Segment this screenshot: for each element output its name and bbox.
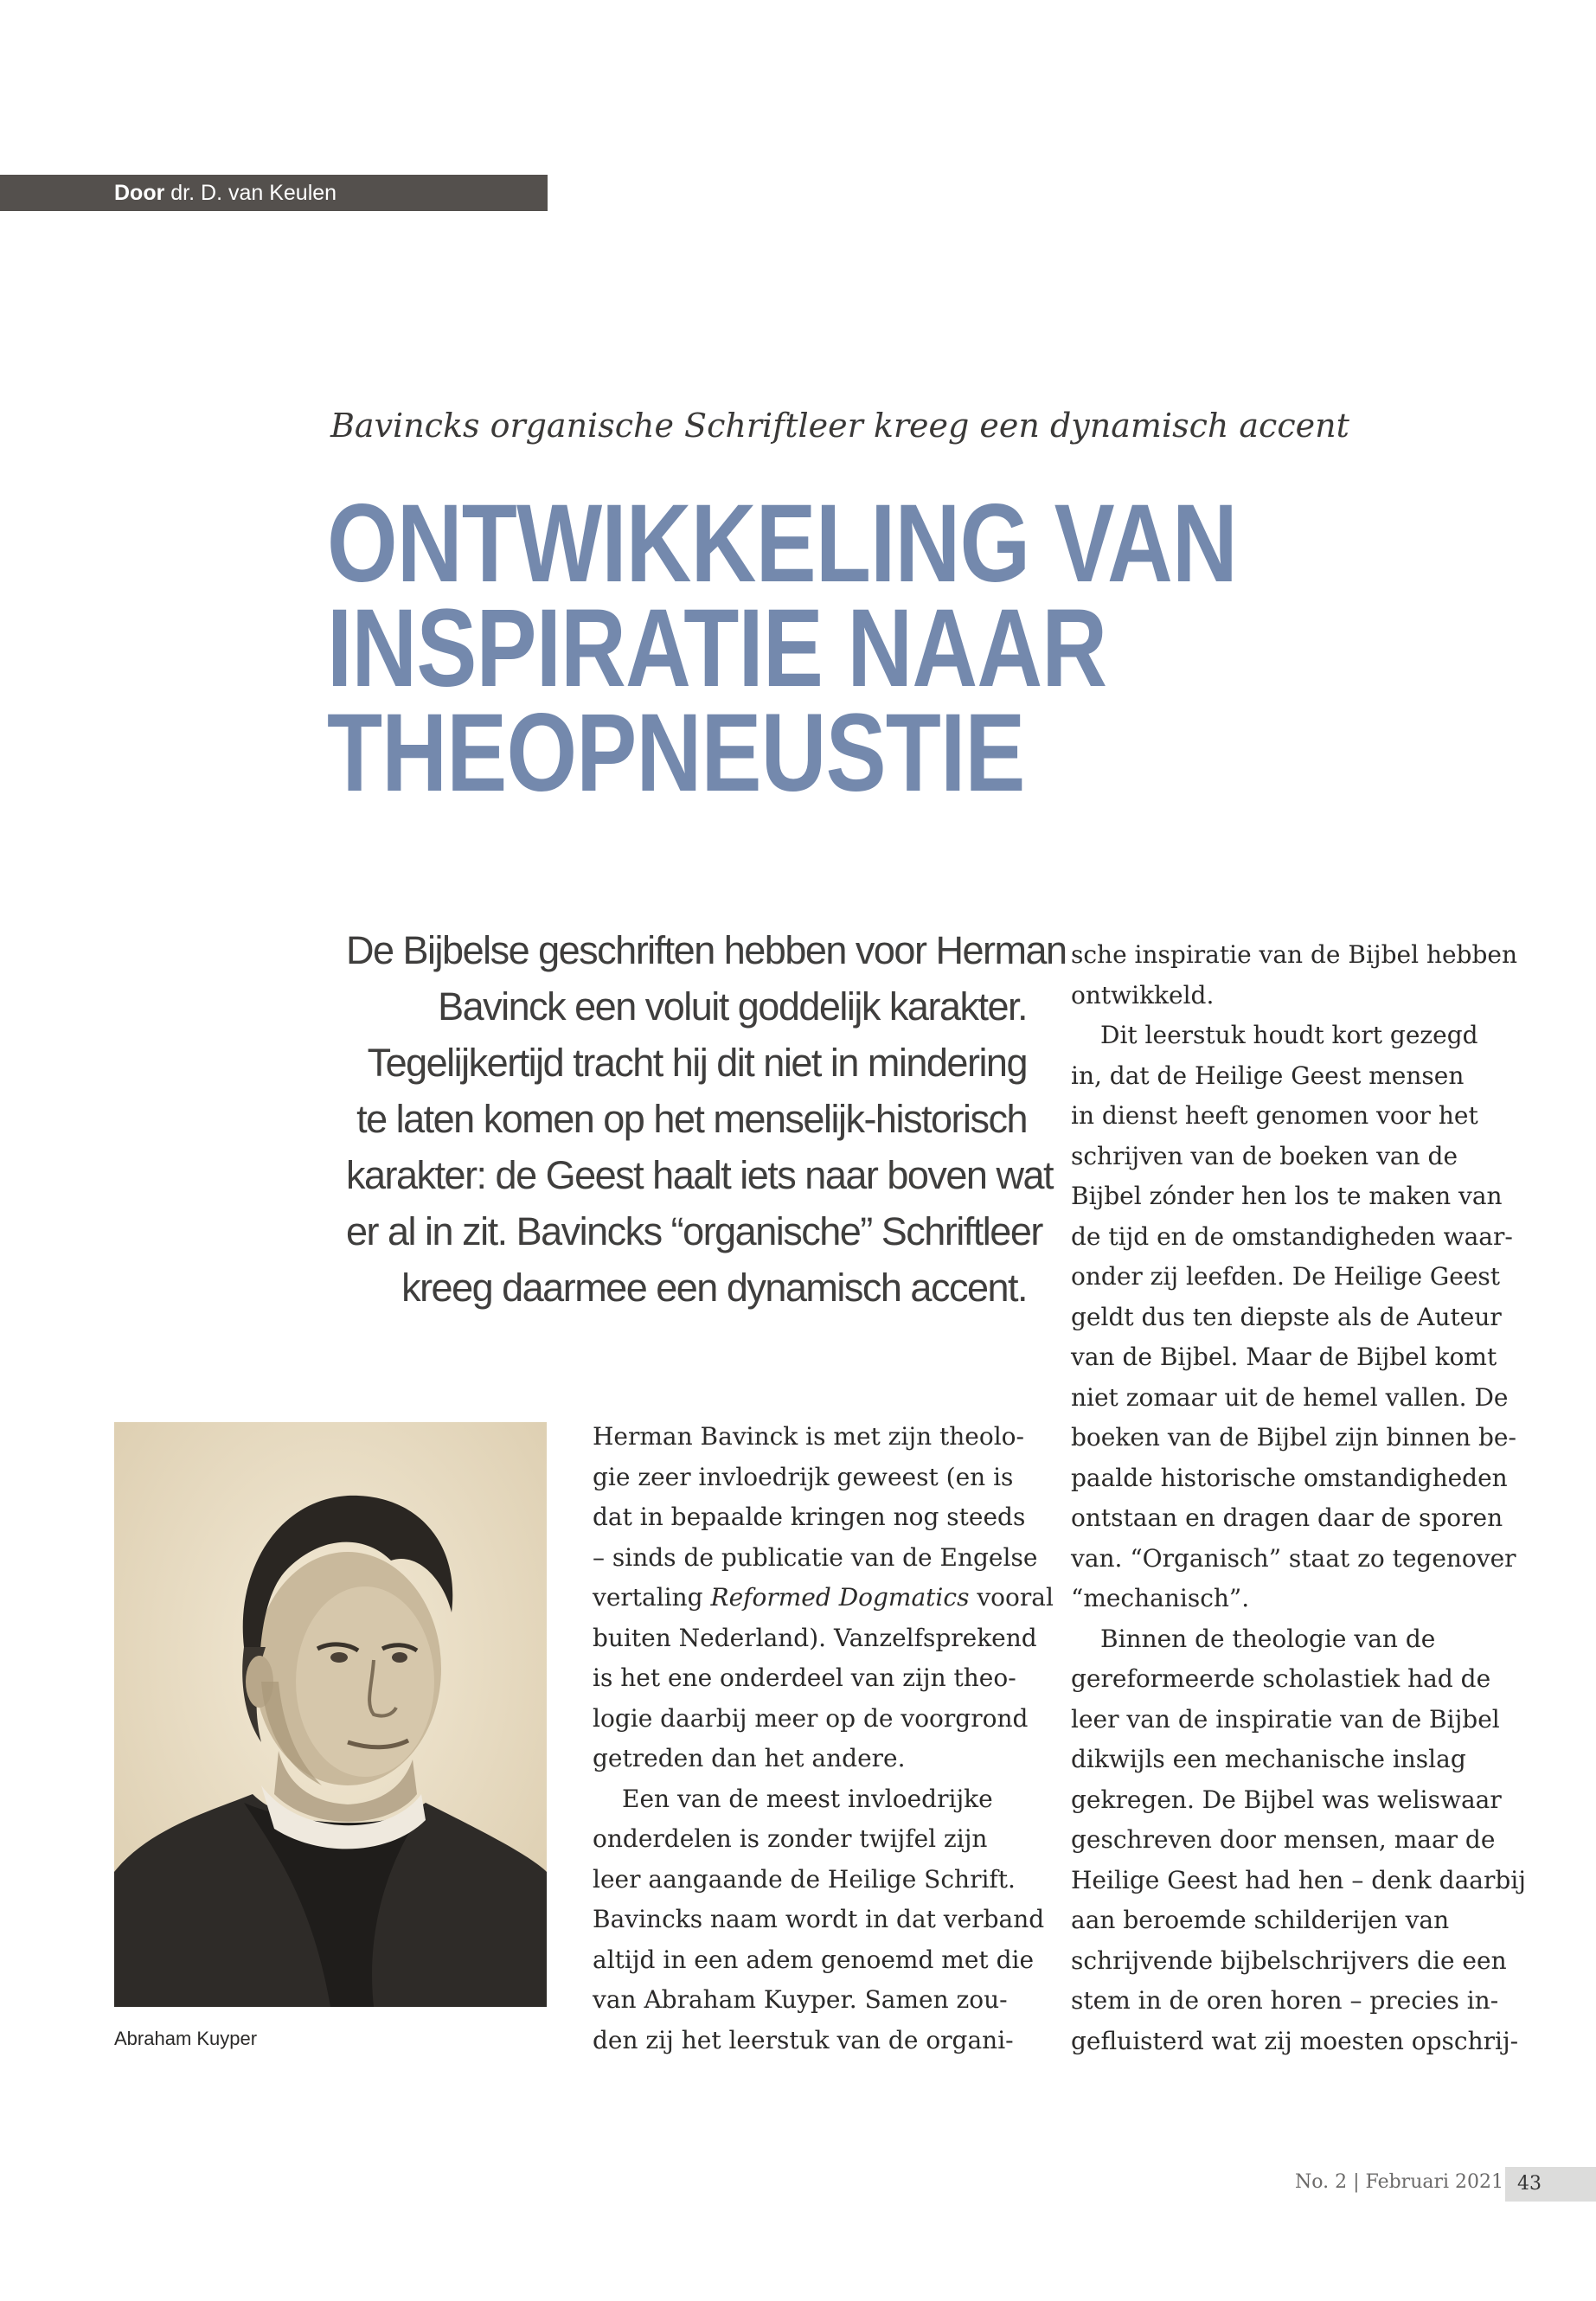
body-line: in, dat de Heilige Geest mensen xyxy=(1071,1061,1465,1090)
body-line: stem in de oren horen – precies in- xyxy=(1071,1986,1499,2015)
issue-date: Februari 2021 xyxy=(1365,2171,1504,2193)
body-line: Binnen de theologie van de xyxy=(1100,1624,1436,1653)
body-line: – sinds de publicatie van de Engelse xyxy=(593,1542,1038,1572)
body-line xyxy=(593,1578,1054,1618)
body-line: niet zomaar uit de hemel vallen. De xyxy=(1071,1382,1509,1412)
body-line: logie daarbij meer op de voorgrond xyxy=(593,1703,1029,1733)
body-line: boeken van de Bijbel zijn binnen be- xyxy=(1071,1423,1516,1452)
issue-number: No. 2 xyxy=(1295,2171,1348,2193)
body-text: vooral xyxy=(969,1583,1054,1612)
body-line: “mechanisch”. xyxy=(1071,1584,1250,1612)
body-line: Bavincks naam wordt in dat verband xyxy=(593,1905,1045,1933)
author-name: dr. D. van Keulen xyxy=(170,181,337,205)
kicker: Bavincks organische Schriftleer kreeg een dynamisch accent xyxy=(330,407,1349,445)
body-line: ontwikkeld. xyxy=(1071,980,1215,1009)
body-line: geschreven door mensen, maar de xyxy=(1071,1825,1496,1854)
title-line: INSPIRATIE NAAR xyxy=(327,586,1107,710)
lead-line: te laten komen op het menselijk-historisch xyxy=(356,1097,1027,1141)
body-line: van Abraham Kuyper. Samen zou- xyxy=(593,1985,1008,2014)
lead-line: kreeg daarmee een dynamisch accent. xyxy=(401,1266,1027,1310)
body-line: in dienst heeft genomen voor het xyxy=(1071,1101,1478,1130)
body-line: gefluisterd wat zij moesten opschrij- xyxy=(1071,2026,1519,2055)
body-line: Dit leerstuk houdt kort gezegd xyxy=(1100,1021,1478,1049)
body-line: Een van de meest invloedrijke xyxy=(622,1784,993,1813)
body-line: gie zeer invloedrijk geweest (en is xyxy=(593,1462,1014,1491)
body-column-2 xyxy=(1071,935,1526,2061)
author-bar xyxy=(0,175,548,211)
portrait-engraving xyxy=(114,1422,547,2007)
author-prefix: Door xyxy=(114,181,165,205)
body-line: leer van de inspiratie van de Bijbel xyxy=(1071,1704,1500,1734)
body-line: geldt dus ten diepste als de Auteur xyxy=(1071,1302,1502,1331)
body-line: gereformeerde scholastiek had de xyxy=(1071,1664,1491,1693)
title-line: ONTWIKKELING VAN xyxy=(327,482,1237,606)
body-line: getreden dan het andere. xyxy=(593,1744,906,1772)
book-title: Reformed Dogmatics xyxy=(710,1583,970,1612)
body-line: paalde historische omstandigheden xyxy=(1071,1463,1508,1492)
lead-line: De Bijbelse geschriften hebben voor Herman xyxy=(346,928,1067,972)
body-line: buiten Nederland). Vanzelfsprekend xyxy=(593,1623,1037,1652)
body-line: altijd in een adem genoemd met die xyxy=(593,1945,1035,1974)
body-line: ontstaan en dragen daar de sporen xyxy=(1071,1503,1503,1532)
body-line: is het ene onderdeel van zijn theo- xyxy=(593,1663,1016,1692)
lead-line: Bavinck een voluit goddelijk karakter. xyxy=(438,984,1027,1029)
body-line: dat in bepaalde kringen nog steeds xyxy=(593,1503,1026,1531)
body-line: onder zij leefden. De Heilige Geest xyxy=(1071,1262,1501,1291)
body-line: schrijven van de boeken van de xyxy=(1071,1141,1458,1170)
footer-separator: | xyxy=(1353,2171,1360,2193)
body-text: vertaling xyxy=(593,1583,711,1612)
body-line: Herman Bavinck is met zijn theolo- xyxy=(593,1422,1024,1451)
lead-paragraph xyxy=(346,922,1067,1316)
body-line: leer aangaande de Heilige Schrift. xyxy=(593,1864,1016,1894)
issue-info xyxy=(1295,2171,1503,2193)
body-line: de tijd en de omstandigheden waar- xyxy=(1071,1221,1513,1251)
body-line: gekregen. De Bijbel was weliswaar xyxy=(1071,1785,1502,1814)
lead-line: Tegelijkertijd tracht hij dit niet in mindering xyxy=(367,1041,1027,1085)
lead-line: karakter: de Geest haalt iets naar boven wat xyxy=(346,1153,1053,1197)
body-line: van. “Organisch” staat zo tegenover xyxy=(1071,1543,1516,1573)
body-line: Heilige Geest had hen – denk daarbij xyxy=(1071,1865,1526,1894)
body-line: dikwijls een mechanische inslag xyxy=(1071,1745,1466,1773)
body-line: schrijvende bijbelschrijvers die een xyxy=(1071,1945,1507,1975)
body-line: van de Bijbel. Maar de Bijbel komt xyxy=(1071,1343,1497,1371)
title-line: THEOPNEUSTIE xyxy=(327,691,1025,815)
body-line: Bijbel zónder hen los te maken van xyxy=(1071,1182,1503,1210)
body-line: onderdelen is zonder twijfel zijn xyxy=(593,1824,988,1853)
article-title xyxy=(327,482,1237,815)
portrait-image xyxy=(114,1422,547,2007)
body-column-1 xyxy=(593,1417,1054,2061)
page-number: 43 xyxy=(1505,2167,1596,2202)
image-caption: Abraham Kuyper xyxy=(114,2028,258,2049)
lead-line: er al in zit. Bavincks “organische” Schriftleer xyxy=(346,1209,1042,1253)
body-line: sche inspiratie van de Bijbel hebben xyxy=(1071,940,1518,969)
body-line: den zij het leerstuk van de organi- xyxy=(593,2025,1014,2054)
body-line: aan beroemde schilderijen van xyxy=(1071,1906,1450,1934)
